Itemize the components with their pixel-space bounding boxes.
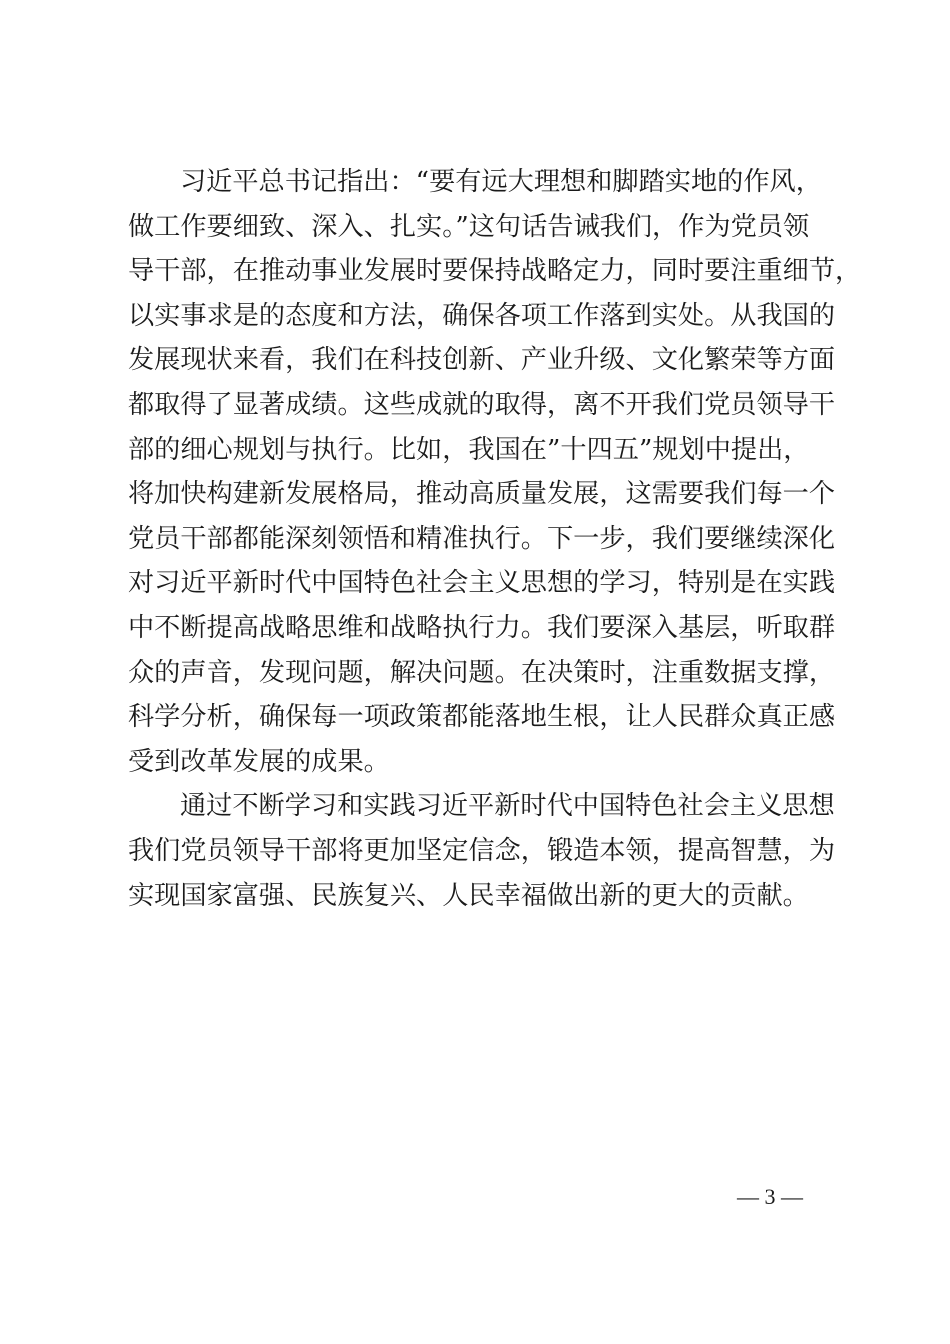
paragraph-1-line-3: 导干部，在推动事业发展时要保持战略定力，同时要注重细节，	[128, 256, 862, 287]
paragraph-1-line-14: 受到改革发展的成果。	[128, 746, 390, 777]
paragraph-1-line-8: 将加快构建新发展格局，推动高质量发展，这需要我们每一个	[128, 479, 836, 510]
paragraph-1-line-12: 众的声音，发现问题，解决问题。在决策时，注重数据支撑，	[128, 657, 836, 688]
paragraph-1-line-1: 习近平总书记指出：“要有远大理想和脚踏实地的作风，	[180, 167, 822, 197]
paragraph-1-line-11: 中不断提高战略思维和战略执行力。我们要深入基层，听取群	[128, 612, 836, 643]
paragraph-2-line-3: 实现国家富强、民族复兴、人民幸福做出新的更大的贡献。	[128, 880, 809, 911]
paragraph-1-line-4: 以实事求是的态度和方法，确保各项工作落到实处。从我国的	[128, 300, 836, 331]
paragraph-1-line-5: 发展现状来看，我们在科技创新、产业升级、文化繁荣等方面	[128, 345, 836, 376]
paragraph-1-line-9: 党员干部都能深刻领悟和精准执行。下一步，我们要继续深化	[128, 523, 836, 554]
paragraph-2-line-2: 我们党员领导干部将更加坚定信念，锻造本领，提高智慧，为	[128, 835, 836, 866]
paragraph-1-line-2: 做工作要细致、深入、扎实。”这句话告诫我们，作为党员领	[128, 211, 810, 242]
paragraph-1-line-7: 部的细心规划与执行。比如，我国在”十四五”规划中提出，	[128, 434, 810, 465]
paragraph-1-line-6: 都取得了显著成绩。这些成就的取得，离不开我们党员领导干	[128, 389, 836, 420]
body-text	[128, 160, 862, 918]
paragraph-2-line-1: 通过不断学习和实践习近平新时代中国特色社会主义思想	[180, 791, 835, 822]
page-number: — 3 —	[737, 1184, 803, 1209]
paragraph-1-line-10: 对习近平新时代中国特色社会主义思想的学习，特别是在实践	[128, 568, 836, 599]
paragraph-1-line-13: 科学分析，确保每一项政策都能落地生根，让人民群众真正感	[128, 702, 836, 733]
